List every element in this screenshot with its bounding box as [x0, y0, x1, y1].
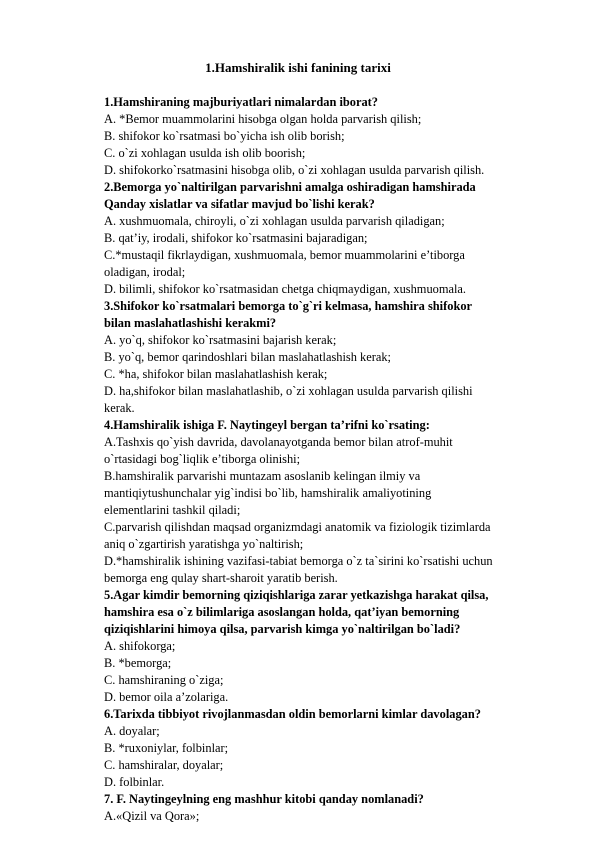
answer-line: D. shifokorko`rsatmasini hisobga olib, o`zi xohlagan usulda parvarish qilish. — [104, 163, 485, 177]
answer-line: B.hamshiralik parvarishi muntazam asoslanib kelingan ilmiy va — [104, 469, 421, 483]
answer-line: D. bemor oila a’zolariga. — [104, 690, 229, 704]
answer-line: bemorga eng qulay shart-sharoit yaratib berish. — [104, 571, 338, 585]
answer-line: B. *ruxoniylar, folbinlar; — [104, 741, 229, 755]
question-line: qiziqishlarini himoya qilsa, parvarish kimga yo`naltirilgan bo`ladi? — [104, 622, 461, 636]
question-line: Qanday xislatlar va sifatlar mavjud bo`lishi kerak? — [104, 197, 375, 211]
question-line: 4.Hamshiralik ishiga F. Naytingeyl bergan ta’rifni ko`rsating: — [104, 418, 430, 432]
answer-line: B. *bemorga; — [104, 656, 172, 670]
question-line: 2.Bemorga yo`naltirilgan parvarishni amalga oshiradigan hamshirada — [104, 180, 476, 194]
answer-line: C. o`zi xohlagan usulda ish olib boorish; — [104, 146, 306, 160]
answer-line: elementlarini tashkil qiladi; — [104, 503, 241, 517]
answer-line: C. *ha, shifokor bilan maslahatlashish kerak; — [104, 367, 328, 381]
question-line: 6.Tarixda tibbiyot rivojlanmasdan oldin bemorlarni kimlar davolagan? — [104, 707, 481, 721]
answer-line: C.parvarish qilishdan maqsad organizmdagi anatomik va fiziologik tizimlarda — [104, 520, 491, 534]
answer-line: oladigan, irodal; — [104, 265, 186, 279]
question-line: 5.Agar kimdir bemorning qiziqishlariga zarar yetkazishga harakat qilsa, — [104, 588, 489, 602]
answer-line: A. xushmuomala, chiroyli, o`zi xohlagan usulda parvarish qiladigan; — [104, 214, 445, 228]
question-line: 1.Hamshiraning majburiyatlari nimalardan iborat? — [104, 95, 378, 109]
document-title: 1.Hamshiralik ishi fanining tarixi — [205, 60, 391, 75]
answer-line: D. folbinlar. — [104, 775, 165, 789]
question-line: 3.Shifokor ko`rsatmalari bemorga to`g`ri kelmasa, hamshira shifokor — [104, 299, 473, 313]
question-line: hamshira esa o`z bilimlariga asoslangan holda, qat’iyan bemorning — [104, 605, 460, 619]
answer-line: B. shifokor ko`rsatmasi bo`yicha ish olib borish; — [104, 129, 345, 143]
answer-line: o`rtasidagi bog`liqlik e’tiborga olinishi; — [104, 452, 301, 466]
answer-line: C.*mustaqil fikrlaydigan, xushmuomala, bemor muammolarini e’tiborga — [104, 248, 465, 262]
answer-line: A. *Bemor muammolarini hisobga olgan holda parvarish qilish; — [104, 112, 422, 126]
answer-line: mantiqiytushunchalar yig`indisi bo`lib, hamshiralik amaliyotining — [104, 486, 432, 500]
answer-line: D.*hamshiralik ishining vazifasi-tabiat bemorga o`z ta`sirini ko`rsatishi uchun — [104, 554, 493, 568]
question-line: bilan maslahatlashishi kerakmi? — [104, 316, 277, 330]
answer-line: C. hamshiralar, doyalar; — [104, 758, 224, 772]
answer-line: A.Tashxis qo`yish davrida, davolanayotganda bemor bilan atrof-muhit — [104, 435, 453, 449]
answer-line: A. yo`q, shifokor ko`rsatmasini bajarish kerak; — [104, 333, 337, 347]
answer-line: A. doyalar; — [104, 724, 160, 738]
answer-line: D. ha,shifokor bilan maslahatlashib, o`zi xohlagan usulda parvarish qilishi — [104, 384, 473, 398]
answer-line: D. bilimli, shifokor ko`rsatmasidan chetga chiqmaydigan, xushmuomala. — [104, 282, 467, 296]
answer-line: B. qat’iy, irodali, shifokor ko`rsatmasini bajaradigan; — [104, 231, 368, 245]
answer-line: aniq o`zgartirish yaratishga yo`naltirish; — [104, 537, 304, 551]
answer-line: A. shifokorga; — [104, 639, 176, 653]
answer-line: C. hamshiraning o`ziga; — [104, 673, 224, 687]
answer-line: A.«Qizil va Qora»; — [104, 809, 200, 823]
answer-line: B. yo`q, bemor qarindoshlari bilan maslahatlashish kerak; — [104, 350, 391, 364]
question-line: 7. F. Naytingeylning eng mashhur kitobi qanday nomlanadi? — [104, 792, 424, 806]
answer-line: kerak. — [104, 401, 135, 415]
document-body — [104, 94, 554, 825]
